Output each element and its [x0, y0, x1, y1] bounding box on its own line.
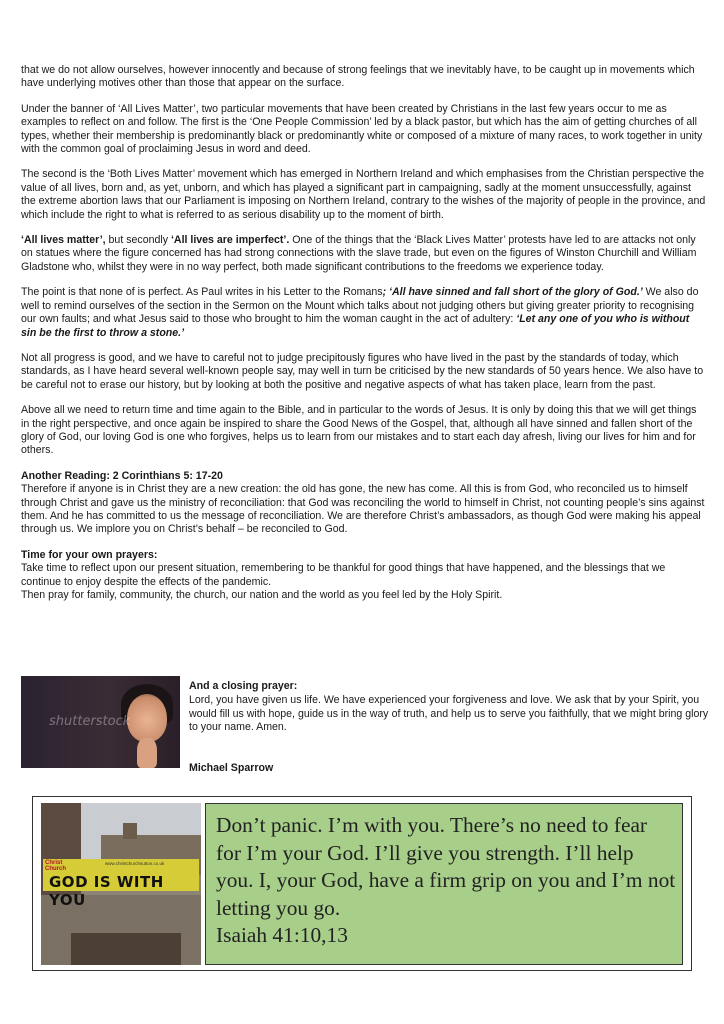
verse-banner: [32, 796, 692, 971]
paragraph-4: [21, 234, 707, 274]
paragraph-1: that we do not allow ourselves, however innocently and because of strong feelings that we inevitably have, to be caught up in movements which have underlying motives other than those that appear on the surface.: [21, 64, 695, 90]
paragraph-5-start: The point is that none of is perfect. As Paul writes in his Letter to the Romans: [21, 286, 383, 299]
paragraph-6: Not all progress is good, and we have to careful not to judge precipitously figures who have lived in the past by the standards of today, which standards, as I have heard several well-known people say, may well in turn be criticised by the new standards of 50 years hence. We also have to be careful not to erase our history, but by looking at both the positive and negative aspects of what has taken place, learn from the past.: [21, 351, 704, 391]
church-sign: [43, 859, 199, 909]
closing-prayer-body: Lord, you have given us life. We have experienced your forgiveness and love. We ask that by your Spirit, you would fill us with hope, guide us in the way of truth, and help us to serve you faithfully, that we might bring glory to your name. Amen.: [189, 694, 709, 734]
reading-heading: Another Reading: 2 Corinthians 5: 17-20: [21, 469, 223, 482]
paragraph-4-rest: One of the things that the ‘Black Lives Matter’ protests have led to are attacks not only on statues where the figure concerned has had strong connections with the slave trade, but even on the figures of Winston Churchill and William Gladstone who, whilst they were in no way perfect, both made significant contributions to the freedoms we experience today.: [21, 234, 697, 273]
paragraph-5-mid: We also do well to remind ourselves of the section in the Sermon on the Mount which talks about not judging others but giving greater priority to recognising our own faults; and what Jesus said to those who brought to him the woman caught in the act of adultery:: [21, 286, 699, 326]
verse-text: [216, 812, 676, 950]
own-prayers-heading: Time for your own prayers:: [21, 548, 158, 561]
praying-child-photo: [21, 676, 180, 776]
verse-box: [205, 803, 683, 965]
own-prayers-line-2: Then pray for family, community, the church, our nation and the world as you feel led by the Holy Spirit.: [21, 589, 503, 601]
closing-prayer-section: [21, 676, 711, 776]
church-sign-main-text: GOD IS WITH YOU: [49, 873, 164, 909]
paragraph-3: The second is the ‘Both Lives Matter’ movement which has emerged in Northern Ireland and which emphasises from the Christian perspective the value of all lives, born and, as yet, unborn, and which has played a significant part in campaigning, sadly at the moment unsuccessfully, against the extreme abortion laws that our Parliament is imposing on Northern Ireland, contrary to the wishes of the majority of people in the province, and which include the right to what is referred to as serious disability up to the moment of birth.: [21, 168, 706, 221]
church-logo: Christ Church: [45, 860, 66, 872]
closing-prayer-heading: And a closing prayer:: [189, 680, 298, 692]
author-signature: Michael Sparrow: [189, 762, 274, 774]
photo-hands: [137, 738, 157, 768]
article-body: [21, 64, 707, 614]
verse-body: Don’t panic. I’m with you. There’s no need to fear for I’m your God. I’ll give you strength. I’ll help you. I, your God, have a firm grip on you and I’m not letting you go.: [216, 813, 676, 920]
verse-reference: Isaiah 41:10,13: [216, 923, 348, 947]
closing-prayer-text: [189, 680, 709, 747]
church-banner-photo: [41, 803, 201, 965]
emphasis-all-lives-imperfect: ‘All lives are imperfect’.: [170, 234, 290, 247]
photo-face: [127, 694, 167, 742]
paragraph-7: Above all we need to return time and time again to the Bible, and in particular to the words of Jesus. It is only by doing this that we will get things in the right perspective, and once again be inspired to share the Good News of the Gospel, that, although all have sinned and fallen short of the glory of God, our loving God is one who forgives, helps us to learn from our mistakes and to start each day afresh, living our lives for him and for others.: [21, 404, 697, 457]
church-sign-url: www.christchurchsutton.co.uk: [105, 861, 165, 866]
paragraph-5: [21, 286, 707, 340]
photo-gate: [71, 933, 181, 965]
quote-romans: ; ‘All have sinned and fall short of the glory of God.’: [382, 286, 643, 299]
paragraph-2: Under the banner of ‘All Lives Matter’, two particular movements that have been created by Christians in the last few years occur to me as examples to reflect on and follow. The first is the ‘One People Commission’ led by a black pastor, but which has the aim of getting churches of all types, whether their membership is predominantly black or predominantly white or composed of a mixture of many races, to work together in unity with the common goal of proclaiming Jesus in word and deed.: [21, 102, 703, 156]
reading-body: Therefore if anyone is in Christ they are a new creation: the old has gone, the new has come. All this is from God, who reconciled us to himself through Christ and gave us the ministry of reconciliation: that God was reconciling the world to himself in Christ, not counting people’s sins against them. And he has committed to us the message of reconciliation. We are therefore Christ’s ambassadors, as though God were making his appeal through us. We implore you on Christ’s behalf – be reconciled to God.: [21, 483, 705, 536]
photo-chimney: [123, 823, 137, 839]
emphasis-all-lives-matter: ‘All lives matter’,: [21, 234, 106, 247]
quote-first-stone: ‘Let any one of you who is without sin be the first to throw a stone.’: [21, 313, 690, 339]
own-prayers-line-1: Take time to reflect upon our present situation, remembering to be thankful for good things that have happened, and the blessings that we continue to enjoy despite the effects of the pandemic.: [21, 562, 666, 588]
paragraph-4-mid: but secondly: [105, 234, 171, 247]
photo-caption-strip: [21, 768, 180, 776]
photo-watermark: shutterstock: [49, 714, 131, 729]
